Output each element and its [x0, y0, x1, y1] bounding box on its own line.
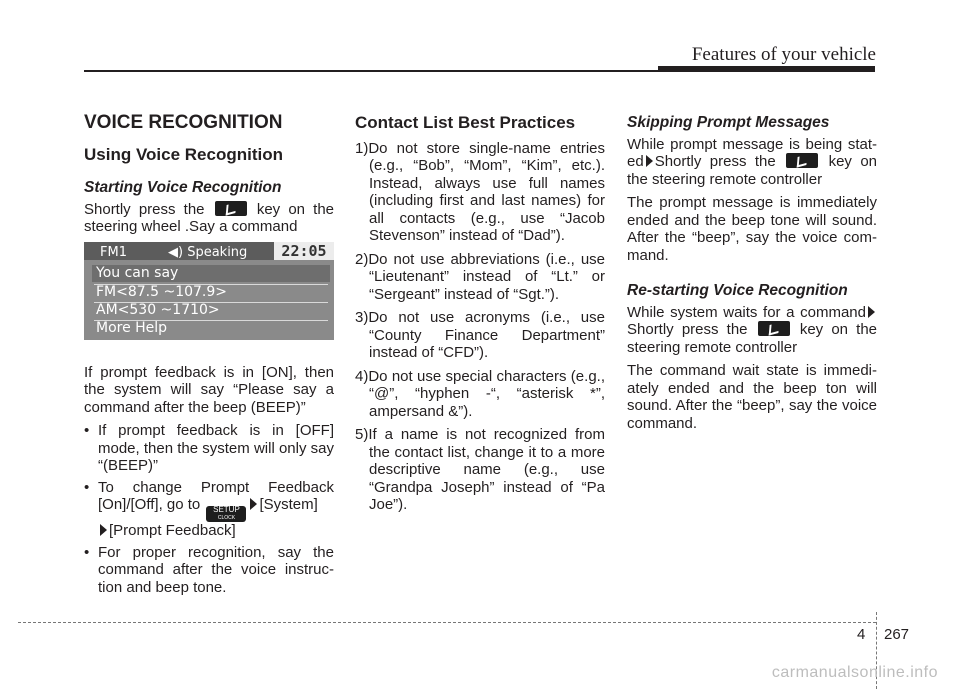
screen-status: ◀) Speaking [168, 244, 248, 260]
talk-key-icon [758, 321, 790, 336]
clock-key-label: CLOCK [217, 515, 236, 521]
voice-screen [84, 242, 334, 340]
restart-paragraph [627, 304, 877, 357]
list-item: 5)If a name is not recognized from the contact list, change it to a more descriptive name (e.g., use “Grandpa Joseph” instead of “Pa Joe”). [355, 426, 605, 513]
arrow-right-icon [250, 498, 257, 510]
chapter-number: 4 [857, 626, 866, 643]
screen-time: 22:05 [274, 242, 334, 260]
screen-line-1: You can say [96, 264, 179, 281]
skip-paragraph [627, 136, 877, 189]
arrow-right-icon [868, 306, 875, 318]
arrow-right-icon [646, 155, 653, 167]
restart-result-paragraph: The command wait state is immedi-ately ended and the beep ton will sound. After the “beep”, say the voice command. [627, 362, 877, 432]
screen-line-4: More Help [96, 319, 168, 336]
screen-band: FM1 [100, 244, 127, 260]
starting-heading: Starting Voice Recognition [84, 179, 282, 196]
setup-key-label: SETUP [213, 505, 240, 514]
list-item: • For proper recognition, say the command after the voice instruc-tion and beep tone. [84, 544, 334, 597]
list-item: 3)Do not use acronyms (i.e., use “County Finance Department” instead of “CFD”). [355, 309, 605, 361]
talk-key-icon [215, 201, 247, 216]
list-item: • If prompt feedback is in [OFF] mode, then the system will only say “(BEEP)” [84, 422, 334, 475]
header-rule-thick [658, 66, 875, 72]
column-1 [84, 108, 334, 600]
restart-text-a: While system waits for a command [627, 303, 866, 321]
skip-heading: Skipping Prompt Messages [627, 114, 830, 131]
skip-text-a: While prompt message is being stat-ed [627, 135, 877, 170]
screen-line-2: FM<87.5 ~107.9> [96, 283, 228, 300]
bullet2-text-a: To change Prompt Feedback [On]/[Off], go to [98, 478, 334, 513]
list-item: 1)Do not store single-name entries (e.g., “Bob”, “Mom”, “Kim”, etc.). Instead, always use full names (including first and last names) for all contacts (e.g., use “Jacob Stevenson” instead of “Dad”). [355, 139, 605, 244]
watermark: carmanualsonline.info [771, 664, 938, 681]
restart-heading: Re-starting Voice Recognition [627, 282, 848, 299]
skip-text-c: key on the steering remote controller [627, 153, 878, 188]
bullet2-text-c: [Prompt Feedback] [109, 522, 236, 539]
contact-heading: Contact List Best Practices [355, 113, 576, 132]
skip-result-paragraph: The prompt message is immediately ended and the beep tone will sound. After the “beep”, say the voice com-mand. [627, 194, 877, 264]
starting-paragraph [84, 201, 334, 236]
column-3 [627, 108, 877, 438]
list-item: 4)Do not use special characters (e.g., “@”, “hyphen -“, “asterisk *”, ampersand &”). [355, 367, 605, 420]
page-title: VOICE RECOGNITION [84, 112, 283, 133]
screen-status-text: Speaking [187, 244, 248, 260]
talk-key-icon [786, 153, 818, 168]
column-2 [355, 108, 605, 520]
feedback-on-paragraph: If prompt feedback is in [ON], then the system will say “Please say a command after the beep (BEEP)” [84, 363, 334, 416]
bullet-list [84, 422, 334, 596]
starting-text-b: key on the steering wheel .Say a command [84, 200, 335, 235]
restart-text-b: Shortly press the [627, 321, 748, 338]
arrow-right-icon [100, 524, 107, 536]
screen-line-3: AM<530 ~1710> [96, 301, 220, 318]
section-title: Features of your vehicle [691, 44, 876, 65]
starting-text-a: Shortly press the [84, 200, 205, 218]
page-number: 267 [884, 626, 910, 643]
contact-list [355, 140, 605, 514]
list-item: 2)Do not use abbreviations (i.e., use “Lieutenant” instead of “Lt.” or “Sergeant” instead of “Sgt.”). [355, 250, 605, 303]
list-item [84, 479, 334, 540]
bullet2-text-b: [System] [259, 496, 318, 513]
subtitle: Using Voice Recognition [84, 144, 283, 164]
skip-text-b: Shortly press the [654, 153, 776, 170]
footer-rule [18, 622, 876, 623]
restart-text-c: key on the steering remote controller [627, 321, 878, 356]
setup-key-icon [206, 506, 246, 522]
